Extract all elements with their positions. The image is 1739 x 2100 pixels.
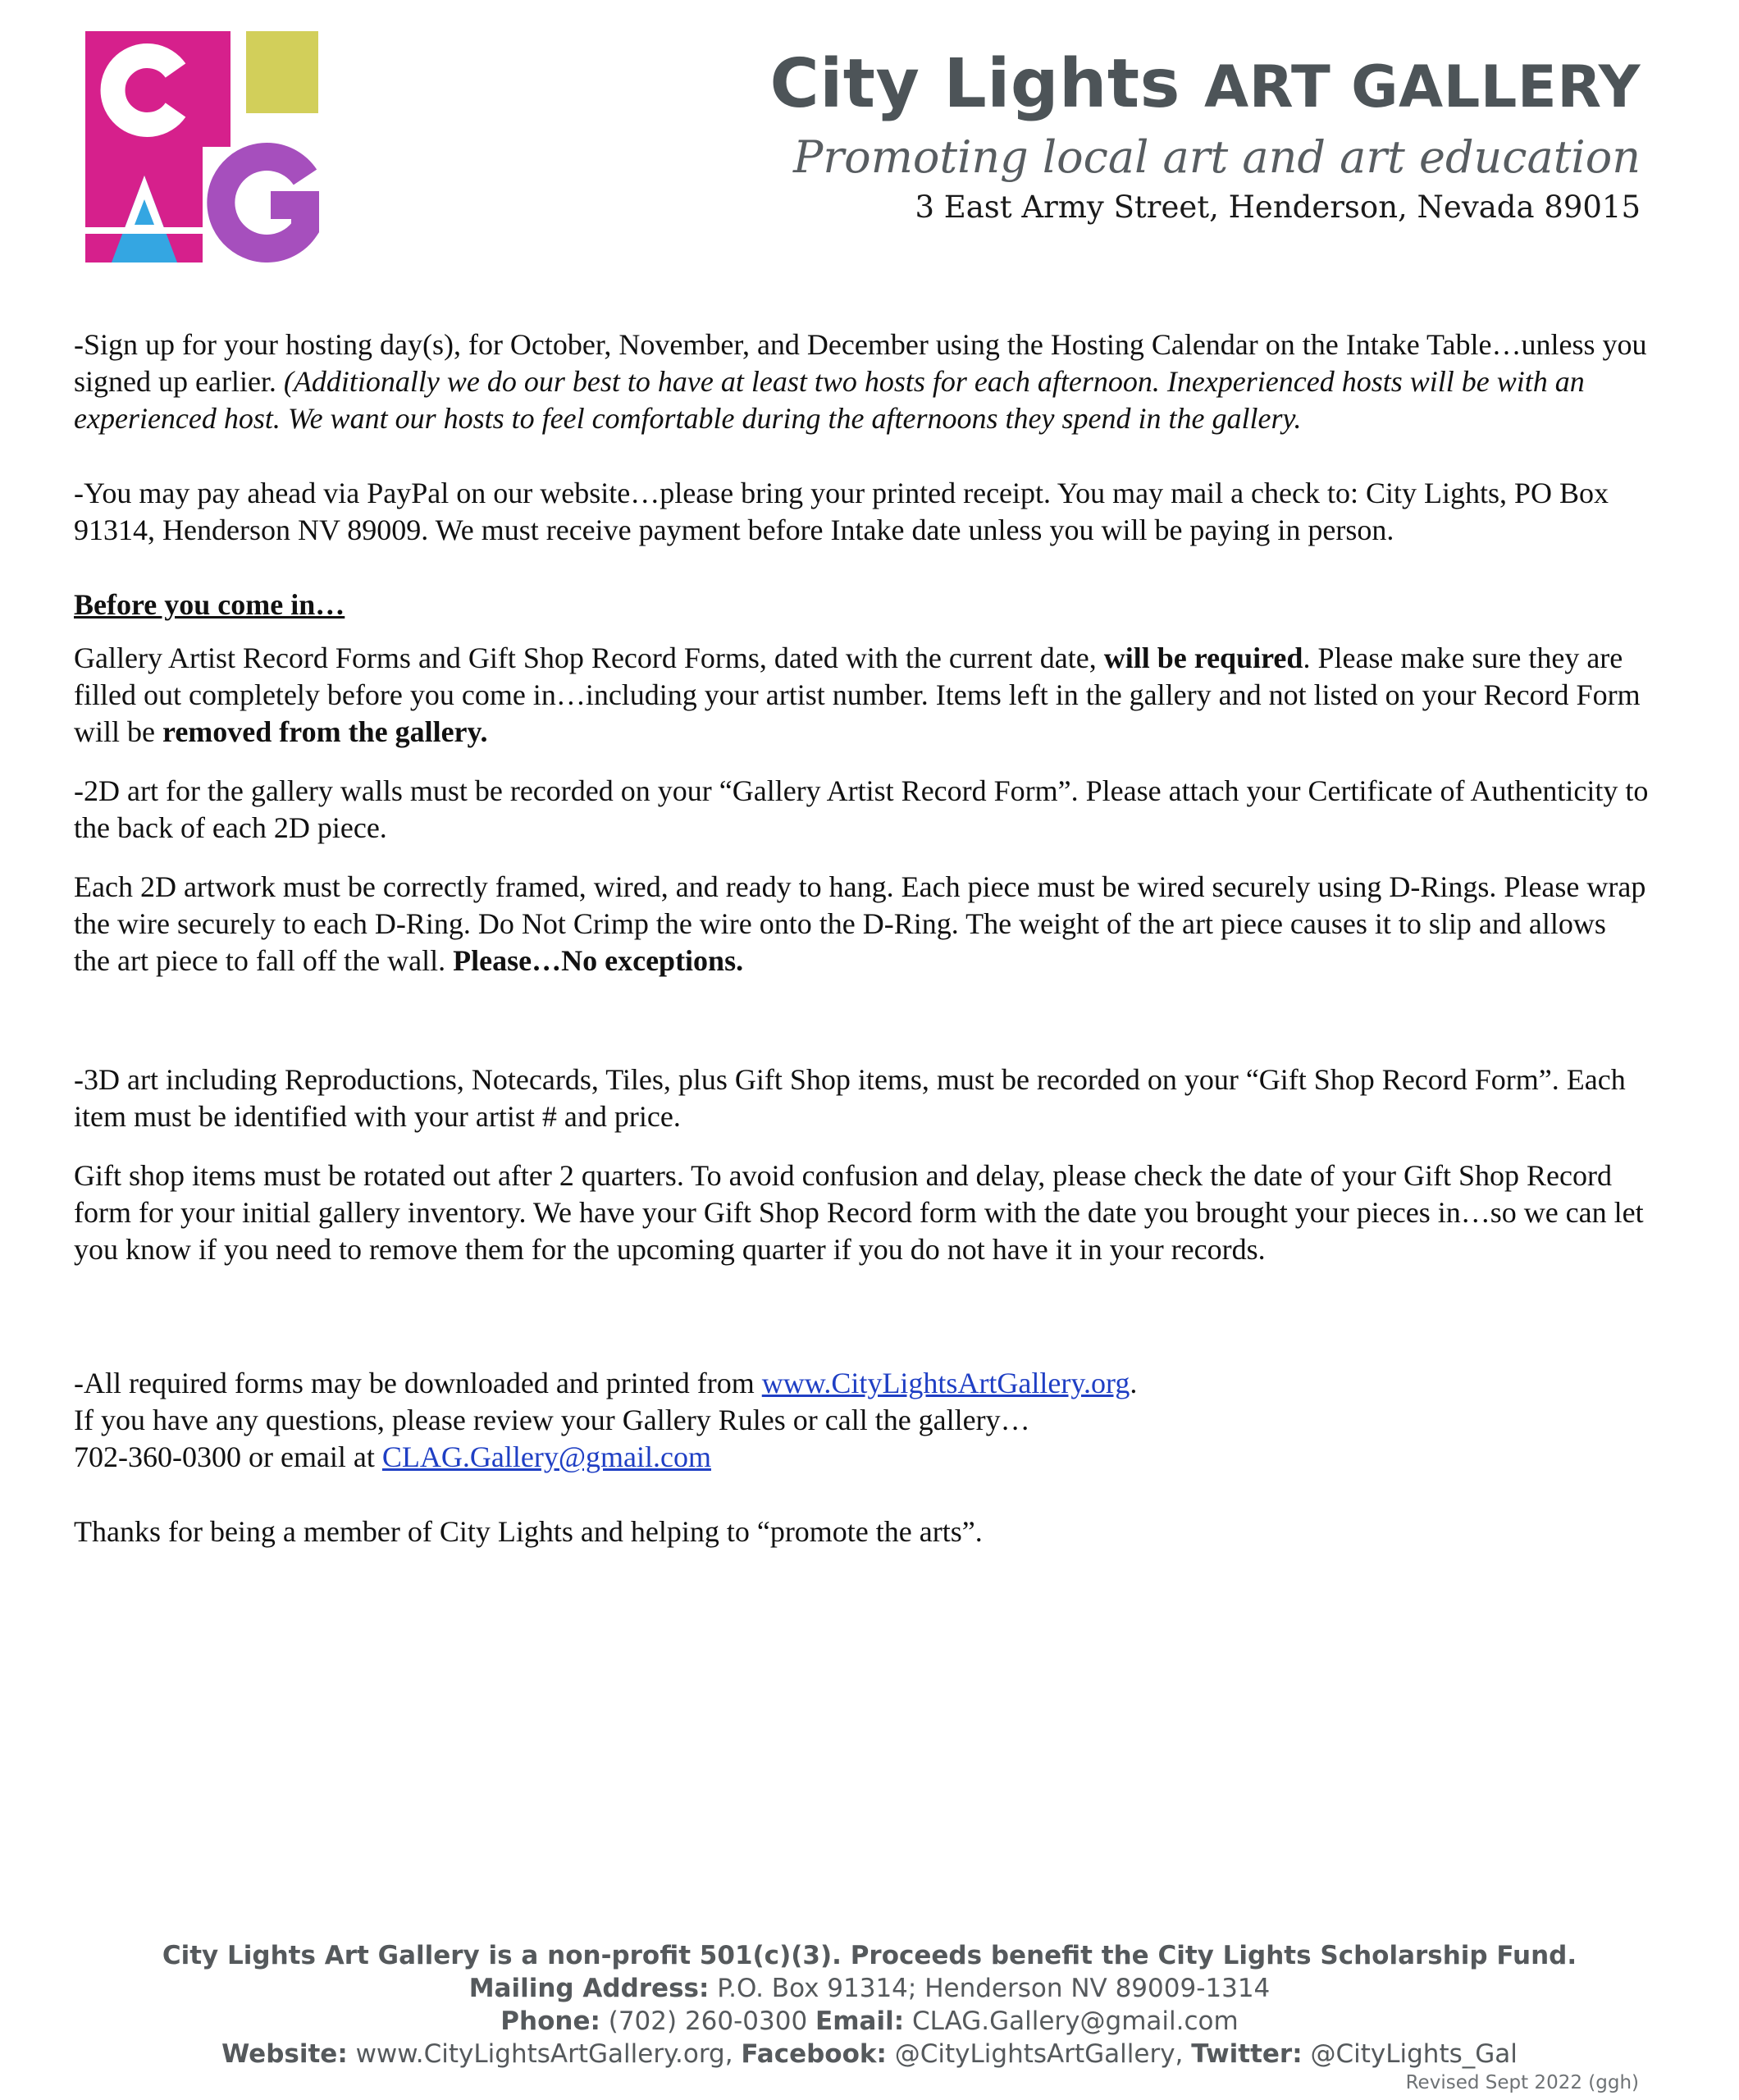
forms-suffix: . [1130, 1367, 1138, 1399]
tagline: Promoting local art and art education [793, 131, 1641, 184]
email-label: Email: [815, 2006, 905, 2036]
footer [0, 1939, 1739, 2070]
clag-logo [85, 31, 320, 262]
twitter-label: Twitter: [1191, 2039, 1303, 2069]
footer-mailing-line [0, 1972, 1739, 2005]
payment-paragraph: -You may pay ahead via PayPal on our website…please bring your printed receipt. You may mail a check to: City Lights, PO Box 91314, Henderson NV 89009. We must receive payment before Intake date unless you will be paying in person. [74, 477, 1609, 546]
email-value: CLAG.Gallery@gmail.com [904, 2006, 1239, 2036]
footer-social-line [0, 2038, 1739, 2070]
facebook-label: Facebook: [741, 2039, 887, 2069]
mailing-label: Mailing Address: [468, 1974, 710, 2003]
record-forms-bold-1: will be required [1103, 641, 1303, 674]
forms-text: -All required forms may be downloaded and printed from [74, 1367, 762, 1399]
phone-text: 702-360-0300 or email at [74, 1440, 382, 1473]
record-forms-bold-2: removed from the gallery. [162, 715, 488, 748]
twitter-value: @CityLights_Gal [1302, 2039, 1518, 2069]
facebook-value: @CityLightsArtGallery, [886, 2039, 1192, 2069]
phone-label: Phone: [500, 2006, 600, 2036]
record-forms-text-2: . Please make sure they are filled out completely before you come in…including your artist number. Items left in the gallery and not listed on your Record Form will be [74, 641, 1641, 748]
gallery-name-part2: ART GALLERY [1204, 53, 1641, 121]
gift-shop-paragraph: Gift shop items must be rotated out after 2 quarters. To avoid confusion and delay, please check the date of your Gift Shop Record form for your initial gallery inventory. We have your Gift Shop Record form with the date you brought your pieces in…so we can let you know if you need to remove them for the upcoming quarter if you do not have it in your records. [74, 1159, 1644, 1266]
footer-phone-email-line [0, 2005, 1739, 2038]
2d-art-paragraph: -2D art for the gallery walls must be recorded on your “Gallery Artist Record Form”. Please attach your Certificate of Authenticity to the back of each 2D piece. [74, 774, 1649, 844]
website-link[interactable]: www.CityLightsArtGallery.org [761, 1367, 1130, 1399]
hosting-note: (Additionally we do our best to have at least two hosts for each afternoon. Inexperienced hosts will be with an experienced host. We want our hosts to feel comfortable during the afternoons they spend in the gallery. [74, 365, 1585, 435]
framing-paragraph [74, 869, 1649, 979]
hosting-text: -Sign up for your hosting day(s), for October, November, and December using the Hosting Calendar on the Intake Table…unless you signed up earlier. [74, 328, 1647, 398]
record-forms-text-1: Gallery Artist Record Forms and Gift Shop Record Forms, dated with the current date, [74, 641, 1104, 674]
phone-value: (702) 260-0300 [600, 2006, 816, 2036]
street-address: 3 East Army Street, Henderson, Nevada 89015 [915, 189, 1641, 226]
section-heading: Before you come in… [74, 588, 345, 621]
footer-nonprofit-line [0, 1939, 1739, 1972]
nonprofit-statement: City Lights Art Gallery is a non-profit 501(c)(3). Proceeds benefit the City Lights Scholarship Fund. [162, 1941, 1577, 1970]
website-label: Website: [221, 2039, 348, 2069]
record-forms-paragraph [74, 640, 1649, 751]
framing-text: Each 2D artwork must be correctly framed, wired, and ready to hang. Each piece must be wired securely using D-Rings. Please wrap the wire securely to each D-Ring. Do Not Crimp the wire onto the D-Ring. The weight of the art piece causes it to slip and allows the art piece to fall off the wall. [74, 870, 1646, 977]
clag-logo-graphic [85, 31, 320, 262]
gallery-name [769, 45, 1641, 123]
thanks-paragraph: Thanks for being a member of City Lights and helping to “promote the arts”. [74, 1515, 983, 1548]
email-link[interactable]: CLAG.Gallery@gmail.com [381, 1440, 711, 1473]
framing-bold: Please…No exceptions. [453, 944, 744, 977]
3d-art-paragraph: -3D art including Reproductions, Notecards, Tiles, plus Gift Shop items, must be recorded on your “Gift Shop Record Form”. Each item must be identified with your artist # and price. [74, 1063, 1626, 1133]
mailing-value: P.O. Box 91314; Henderson NV 89009-1314 [709, 1974, 1271, 2003]
hosting-paragraph [74, 326, 1649, 437]
document-body [74, 326, 1649, 1573]
gallery-name-part1: City Lights [769, 45, 1180, 123]
questions-text: If you have any questions, please review your Gallery Rules or call the gallery… [74, 1404, 1030, 1436]
revision-note: Revised Sept 2022 (ggh) [1405, 2072, 1639, 2093]
letterhead [769, 45, 1641, 226]
website-value: www.CityLightsArtGallery.org, [347, 2039, 742, 2069]
forms-contact-paragraph [74, 1365, 1649, 1476]
